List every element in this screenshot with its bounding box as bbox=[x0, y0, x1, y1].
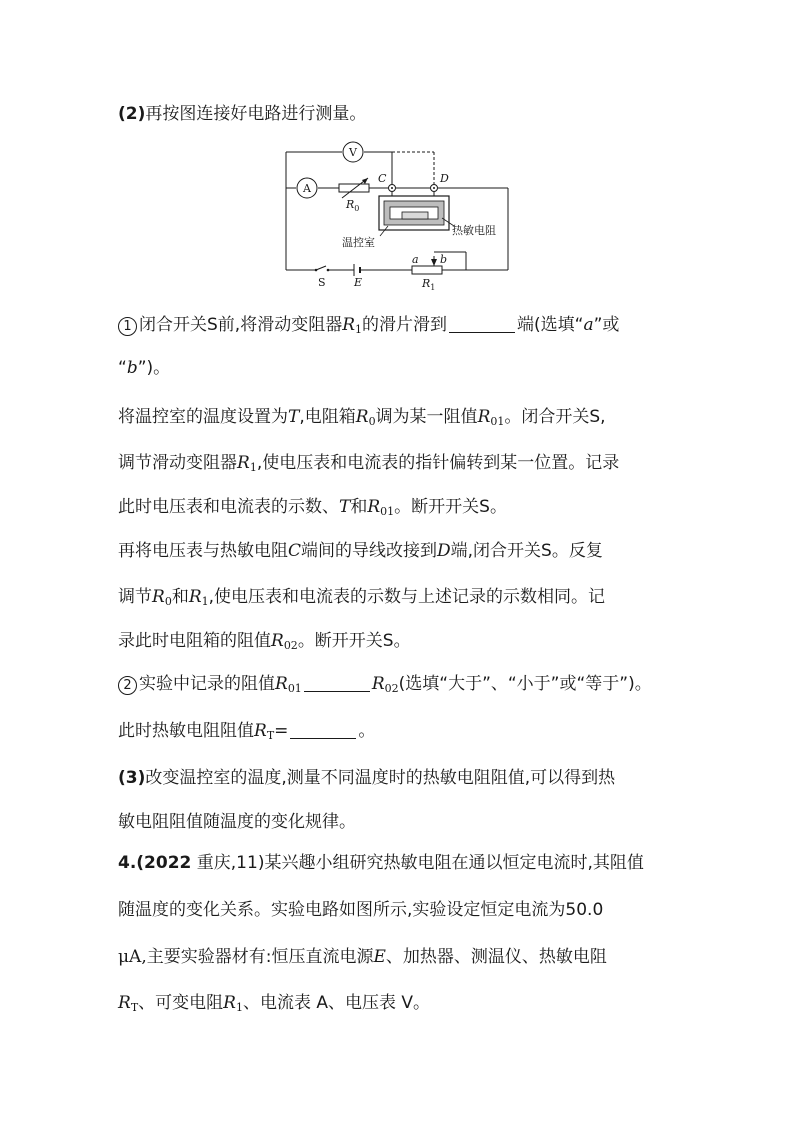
step1-line1: 将温控室的温度设置为T,电阻箱$R_0$调为某一阻值$R_{01}$。闭合开关S, bbox=[118, 407, 606, 428]
switch-label: S bbox=[318, 276, 326, 289]
label-a: a bbox=[412, 253, 419, 266]
label-b: b bbox=[440, 253, 448, 266]
label-c: C bbox=[378, 172, 387, 185]
circled-number-2: 2 bbox=[118, 676, 137, 695]
step1-line2: 调节滑动变阻器$R_1$,使电压表和电流表的指针偏转到某一位置。记录 bbox=[118, 453, 620, 474]
step2-line2: 调节$R_0$和$R_1$,使电压表和电流表的示数与上述记录的示数相同。记 bbox=[118, 587, 606, 608]
step2-line1: 再将电压表与热敏电阻C端间的导线改接到D端,闭合开关S。反复 bbox=[118, 541, 603, 561]
answer-blank-1[interactable] bbox=[449, 316, 515, 333]
circuit-diagram bbox=[284, 140, 516, 292]
thermistor-symbol bbox=[402, 212, 428, 219]
rheostat-symbol bbox=[412, 266, 442, 274]
r0-label: $R_0$ bbox=[346, 198, 360, 213]
part3-line2: 敏电阻阻值随温度的变化规律。 bbox=[118, 812, 356, 832]
question-4-line4: $R_T$、可变电阻$R_1$、电流表 A、电压表 V。 bbox=[118, 993, 431, 1014]
question-4-line3: μA,主要实验器材有:恒压直流电源E、加热器、测温仪、热敏电阻 bbox=[118, 947, 607, 967]
part3-number: (3) bbox=[118, 768, 146, 788]
chamber-label: 温控室 bbox=[342, 236, 375, 249]
circled-number-1: 1 bbox=[118, 317, 137, 336]
thermistor-label: 热敏电阻 bbox=[452, 224, 496, 237]
question-4-number: 4.(2022 bbox=[118, 853, 192, 873]
question-1-line2: “b”)。 bbox=[118, 358, 171, 378]
resistance-box-symbol bbox=[339, 184, 369, 192]
r1-label: $R_1$ bbox=[422, 277, 436, 292]
question-4-line2: 随温度的变化关系。实验电路如图所示,实验设定恒定电流为50.0 bbox=[118, 900, 604, 920]
part3-line1: (3)改变温控室的温度,测量不同温度时的热敏电阻阻值,可以得到热 bbox=[118, 768, 616, 788]
part2-text: 再按图连接好电路进行测量。 bbox=[145, 104, 367, 124]
step2-line3: 录此时电阻箱的阻值$R_{02}$。断开开关S。 bbox=[118, 631, 411, 652]
step1-line3: 此时电压表和电流表的示数、T和$R_{01}$。断开开关S。 bbox=[118, 497, 507, 518]
part2-number: (2) bbox=[118, 104, 146, 124]
voltmeter-label: V bbox=[349, 146, 357, 159]
ammeter-label: A bbox=[303, 182, 311, 195]
question-2-line1: 2 实验中记录的阻值$R_{01}$ $R_{02}$(选填“大于”、“小于”或“等于”)。 bbox=[118, 673, 652, 695]
question-4-source: 重庆,11) bbox=[196, 853, 265, 873]
answer-blank-2[interactable] bbox=[304, 675, 370, 692]
label-d: D bbox=[440, 172, 449, 185]
question-2-line2: 此时热敏电阻阻值$R_T=$ 。 bbox=[118, 721, 376, 742]
part2-line bbox=[118, 103, 366, 125]
answer-blank-3[interactable] bbox=[290, 722, 356, 739]
question-4-line1: 4.(2022 重庆,11)某兴趣小组研究热敏电阻在通以恒定电流时,其阻值 bbox=[118, 853, 644, 873]
battery-label: E bbox=[354, 276, 363, 289]
question-1-line1: 1 闭合开关S前,将滑动变阻器$R_1$的滑片滑到 端(选填“a”或 bbox=[118, 314, 619, 336]
